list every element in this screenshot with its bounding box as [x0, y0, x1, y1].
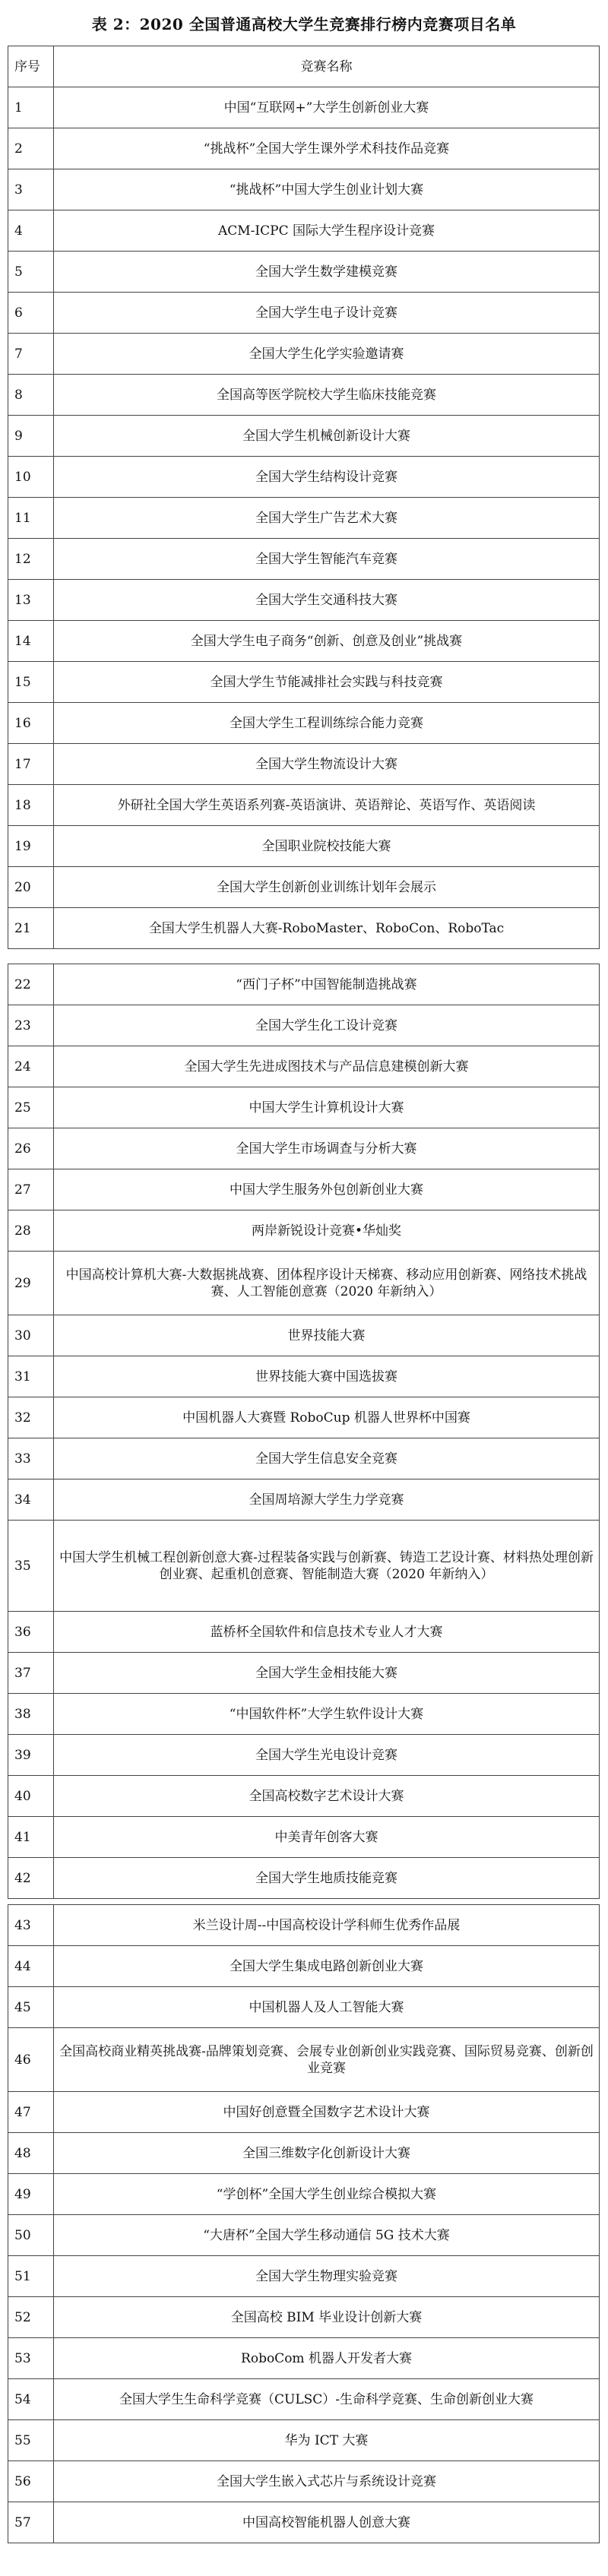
table-row	[8, 1905, 600, 1946]
table-row	[8, 2092, 600, 2133]
row-index: 16	[8, 703, 54, 744]
competition-name-cell	[54, 2256, 600, 2297]
competition-name-cell	[54, 128, 600, 169]
row-index: 26	[8, 1128, 54, 1169]
competition-name: 两岸新锐设计竞赛•华灿奖	[251, 1223, 402, 1239]
row-index: 52	[8, 2297, 54, 2338]
table-row	[8, 1521, 600, 1612]
row-index: 9	[8, 416, 54, 457]
row-index: 24	[8, 1046, 54, 1087]
competition-name: 中国机器人及人工智能大赛	[249, 1999, 404, 2015]
competition-name-cell	[54, 867, 600, 908]
row-index: 33	[8, 1438, 54, 1479]
competition-name-cell	[54, 457, 600, 498]
row-index: 25	[8, 1087, 54, 1128]
table-row	[8, 2297, 600, 2338]
row-index: 30	[8, 1315, 54, 1356]
competition-name: ACM-ICPC 国际大学生程序设计竞赛	[217, 223, 435, 239]
table-row	[8, 128, 600, 169]
competition-name-cell	[54, 1905, 600, 1946]
table-row	[8, 2502, 600, 2543]
competition-name-cell	[54, 293, 600, 334]
competition-name-cell	[54, 1776, 600, 1817]
competition-name-cell	[54, 87, 600, 128]
row-index: 19	[8, 826, 54, 867]
competition-name-cell	[54, 210, 600, 252]
row-index: 55	[8, 2420, 54, 2461]
competition-name-cell	[54, 1438, 600, 1479]
row-index: 14	[8, 621, 54, 662]
competition-name-cell	[54, 1612, 600, 1653]
competition-name: 全国大学生信息安全竞赛	[255, 1451, 397, 1467]
table-row	[8, 1087, 600, 1128]
table-header-row	[8, 46, 600, 87]
competition-name: 米兰设计周--中国高校设计学科师生优秀作品展	[192, 1917, 461, 1933]
competition-name-cell	[54, 1087, 600, 1128]
competition-name-cell	[54, 2338, 600, 2379]
table-row	[8, 1479, 600, 1521]
competition-name: 全国大学生化学实验邀请赛	[249, 346, 404, 362]
row-index: 42	[8, 1858, 54, 1899]
competition-name: 全国大学生化工设计竞赛	[255, 1017, 397, 1033]
competition-name: 全国大学生机器人大赛-RoboMaster、RoboCon、RoboTac	[148, 920, 505, 936]
table-row	[8, 703, 600, 744]
table-row	[8, 1356, 600, 1397]
competition-name: 全国大学生工程训练综合能力竞赛	[230, 715, 423, 731]
competition-name: 中美青年创客大赛	[274, 1829, 378, 1845]
table-caption: 表 2：2020 全国普通高校大学生竞赛排行榜内竞赛项目名单	[91, 14, 517, 33]
table-row	[8, 1397, 600, 1438]
table-row	[8, 1735, 600, 1776]
competition-name-cell	[54, 2461, 600, 2502]
table-row	[8, 375, 600, 416]
competition-name: 全国高校 BIM 毕业设计创新大赛	[230, 2309, 423, 2325]
table-row	[8, 210, 600, 252]
table-row	[8, 1612, 600, 1653]
row-index: 47	[8, 2092, 54, 2133]
table-row	[8, 539, 600, 580]
competition-name: 中国好创意暨全国数字艺术设计大赛	[223, 2104, 430, 2120]
table-row	[8, 1252, 600, 1315]
row-index: 31	[8, 1356, 54, 1397]
competition-name: 全国大学生生命科学竞赛（CULSC）-生命科学竞赛、生命创新创业大赛	[119, 2391, 534, 2407]
competition-name-cell	[54, 539, 600, 580]
header-index: 序号	[8, 46, 54, 87]
competition-name: 全国大学生广告艺术大赛	[255, 510, 397, 526]
competition-name: “挑战杯”全国大学生课外学术科技作品竞赛	[203, 141, 450, 157]
competition-name: 中国大学生服务外包创新创业大赛	[230, 1182, 423, 1198]
competition-name-cell	[54, 2092, 600, 2133]
competition-name: 全国高校商业精英挑战赛-品牌策划竞赛、会展专业创新创业实践竞赛、国际贸易竞赛、创新创业竞赛	[59, 2043, 594, 2076]
row-index: 40	[8, 1776, 54, 1817]
competition-name: “西门子杯”中国智能制造挑战赛	[236, 976, 417, 992]
row-index: 50	[8, 2215, 54, 2256]
competition-name: 全国大学生市场调查与分析大赛	[236, 1141, 417, 1157]
table-row	[8, 334, 600, 375]
row-index: 49	[8, 2174, 54, 2215]
competition-name-cell	[54, 1479, 600, 1521]
row-index: 10	[8, 457, 54, 498]
row-index: 28	[8, 1210, 54, 1252]
competition-name: 全国大学生集成电路创新创业大赛	[230, 1958, 423, 1974]
competition-name: 全国高校数字艺术设计大赛	[249, 1788, 404, 1804]
competition-name: “大唐杯”全国大学生移动通信 5G 技术大赛	[203, 2227, 450, 2243]
competition-name: 全国大学生结构设计竞赛	[255, 469, 397, 485]
competition-name-cell	[54, 703, 600, 744]
competition-name-cell	[54, 1987, 600, 2028]
table-row	[8, 621, 600, 662]
table-row	[8, 2028, 600, 2092]
competition-name-cell	[54, 621, 600, 662]
table-row	[8, 1946, 600, 1987]
table-row	[8, 2215, 600, 2256]
table-row	[8, 169, 600, 210]
table-row	[8, 662, 600, 703]
competition-name: 中国大学生机械工程创新创意大赛-过程装备实践与创新赛、铸造工艺设计赛、材料热处理创新创业赛、起重机创意赛、智能制造大赛（2020 年新纳入）	[59, 1549, 594, 1582]
header-name: 竞赛名称	[54, 46, 600, 87]
competition-table-part-1	[8, 46, 600, 949]
table-row	[8, 826, 600, 867]
competition-name: 全国周培源大学生力学竞赛	[249, 1492, 404, 1508]
table-row	[8, 2461, 600, 2502]
competition-name: “学创杯”全国大学生创业综合模拟大赛	[216, 2186, 437, 2202]
row-index: 17	[8, 744, 54, 785]
competition-name: 全国大学生光电设计竞赛	[255, 1747, 397, 1763]
competition-name-cell	[54, 1046, 600, 1087]
row-index: 48	[8, 2133, 54, 2174]
table-row	[8, 457, 600, 498]
table-row	[8, 1987, 600, 2028]
row-index: 38	[8, 1694, 54, 1735]
table-row	[8, 2420, 600, 2461]
competition-name-cell	[54, 2420, 600, 2461]
row-index: 7	[8, 334, 54, 375]
row-index: 11	[8, 498, 54, 539]
competition-name: 全国大学生交通科技大赛	[255, 592, 397, 608]
competition-name: 全国大学生智能汽车竞赛	[255, 551, 397, 567]
table-row	[8, 2256, 600, 2297]
competition-name-cell	[54, 1521, 600, 1612]
competition-name-cell	[54, 375, 600, 416]
row-index: 41	[8, 1817, 54, 1858]
row-index: 34	[8, 1479, 54, 1521]
competition-name-cell	[54, 1397, 600, 1438]
competition-name: 中国高校计算机大赛-大数据挑战赛、团体程序设计天梯赛、移动应用创新赛、网络技术挑战赛、人工智能创意赛（2020 年新纳入）	[65, 1267, 587, 1299]
competition-name-cell	[54, 1735, 600, 1776]
competition-name-cell	[54, 1005, 600, 1046]
table-row	[8, 2174, 600, 2215]
row-index: 44	[8, 1946, 54, 1987]
competition-name-cell	[54, 1210, 600, 1252]
row-index: 20	[8, 867, 54, 908]
row-index: 6	[8, 293, 54, 334]
table-row	[8, 580, 600, 621]
row-index: 27	[8, 1169, 54, 1210]
row-index: 3	[8, 169, 54, 210]
competition-name: 中国大学生计算机设计大赛	[249, 1100, 404, 1116]
row-index: 8	[8, 375, 54, 416]
competition-name: 外研社全国大学生英语系列赛-英语演讲、英语辩论、英语写作、英语阅读	[117, 797, 536, 813]
table-row	[8, 2133, 600, 2174]
competition-name-cell	[54, 169, 600, 210]
row-index: 37	[8, 1653, 54, 1694]
row-index: 56	[8, 2461, 54, 2502]
competition-name-cell	[54, 2502, 600, 2543]
competition-name: 全国大学生节能减排社会实践与科技竞赛	[210, 674, 443, 690]
table-row	[8, 785, 600, 826]
competition-table-part-3	[8, 1904, 600, 2543]
row-index: 13	[8, 580, 54, 621]
table-row	[8, 1210, 600, 1252]
competition-name-cell	[54, 2297, 600, 2338]
row-index: 15	[8, 662, 54, 703]
row-index: 29	[8, 1252, 54, 1315]
table-row	[8, 908, 600, 949]
competition-name-cell	[54, 1817, 600, 1858]
row-index: 18	[8, 785, 54, 826]
table-row	[8, 964, 600, 1005]
competition-name: 世界技能大赛中国选拔赛	[255, 1369, 397, 1385]
row-index: 36	[8, 1612, 54, 1653]
row-index: 43	[8, 1905, 54, 1946]
row-index: 12	[8, 539, 54, 580]
competition-name: 全国大学生物流设计大赛	[255, 756, 397, 772]
competition-name: 全国三维数字化创新设计大赛	[242, 2145, 410, 2161]
table-row	[8, 1858, 600, 1899]
competition-name: RoboCom 机器人开发者大赛	[241, 2350, 412, 2366]
table-row	[8, 1653, 600, 1694]
competition-name: 华为 ICT 大赛	[284, 2432, 369, 2448]
competition-name: 全国大学生嵌入式芯片与系统设计竞赛	[217, 2473, 436, 2489]
table-row	[8, 498, 600, 539]
competition-name-cell	[54, 1946, 600, 1987]
row-index: 51	[8, 2256, 54, 2297]
competition-name: 中国机器人大赛暨 RoboCup 机器人世界杯中国赛	[182, 1410, 470, 1426]
competition-name-cell	[54, 826, 600, 867]
table-row	[8, 1005, 600, 1046]
table-row	[8, 1776, 600, 1817]
competition-name-cell	[54, 1694, 600, 1735]
competition-name: “中国软件杯”大学生软件设计大赛	[229, 1706, 424, 1722]
competition-name: 全国大学生先进成图技术与产品信息建模创新大赛	[184, 1059, 469, 1074]
competition-name-cell	[54, 1252, 600, 1315]
row-index: 4	[8, 210, 54, 252]
competition-name: 中国高校智能机器人创意大赛	[242, 2514, 410, 2530]
competition-name-cell	[54, 662, 600, 703]
table-row	[8, 1128, 600, 1169]
table-row	[8, 867, 600, 908]
row-index: 21	[8, 908, 54, 949]
row-index: 2	[8, 128, 54, 169]
row-index: 45	[8, 1987, 54, 2028]
competition-name-cell	[54, 908, 600, 949]
row-index: 39	[8, 1735, 54, 1776]
competition-name: 世界技能大赛	[287, 1328, 366, 1343]
competition-name-cell	[54, 252, 600, 293]
table-row	[8, 293, 600, 334]
row-index: 46	[8, 2028, 54, 2092]
competition-name: 全国大学生创新创业训练计划年会展示	[217, 879, 436, 895]
table-row	[8, 87, 600, 128]
competition-name-cell	[54, 1169, 600, 1210]
competition-name: 全国大学生物理实验竞赛	[255, 2268, 397, 2284]
row-index: 22	[8, 964, 54, 1005]
competition-name-cell	[54, 1858, 600, 1899]
competition-name-cell	[54, 580, 600, 621]
table-row	[8, 1694, 600, 1735]
competition-table-part-2	[8, 964, 600, 1899]
competition-name: 全国职业院校技能大赛	[261, 838, 391, 854]
table-row	[8, 1315, 600, 1356]
competition-name: 全国大学生电子设计竞赛	[255, 305, 397, 321]
competition-name-cell	[54, 2215, 600, 2256]
table-row	[8, 2338, 600, 2379]
competition-name-cell	[54, 1128, 600, 1169]
competition-name-cell	[54, 2379, 600, 2420]
row-index: 32	[8, 1397, 54, 1438]
table-row	[8, 744, 600, 785]
competition-name: 全国大学生金相技能大赛	[255, 1665, 397, 1681]
row-index: 23	[8, 1005, 54, 1046]
competition-name-cell	[54, 498, 600, 539]
competition-name: 中国“互联网+”大学生创新创业大赛	[223, 100, 429, 116]
competition-name-cell	[54, 1653, 600, 1694]
table-row	[8, 1438, 600, 1479]
competition-name: 全国大学生机械创新设计大赛	[242, 428, 410, 444]
table-row	[8, 2379, 600, 2420]
row-index: 57	[8, 2502, 54, 2543]
competition-name-cell	[54, 416, 600, 457]
competition-name-cell	[54, 2028, 600, 2092]
row-index: 54	[8, 2379, 54, 2420]
competition-name-cell	[54, 1356, 600, 1397]
competition-name-cell	[54, 334, 600, 375]
row-index: 35	[8, 1521, 54, 1612]
competition-name-cell	[54, 744, 600, 785]
competition-name-cell	[54, 2133, 600, 2174]
table-row	[8, 416, 600, 457]
competition-name: 蓝桥杯全国软件和信息技术专业人才大赛	[210, 1624, 443, 1640]
table-row	[8, 252, 600, 293]
competition-name-cell	[54, 964, 600, 1005]
competition-name: 全国高等医学院校大学生临床技能竞赛	[217, 387, 436, 403]
table-row	[8, 1169, 600, 1210]
competition-name: 全国大学生地质技能竞赛	[255, 1870, 397, 1886]
competition-name-cell	[54, 1315, 600, 1356]
row-index: 53	[8, 2338, 54, 2379]
row-index: 5	[8, 252, 54, 293]
table-row	[8, 1046, 600, 1087]
competition-name-cell	[54, 2174, 600, 2215]
competition-name: “挑战杯”中国大学生创业计划大赛	[229, 182, 424, 198]
row-index: 1	[8, 87, 54, 128]
table-row	[8, 1817, 600, 1858]
competition-name: 全国大学生数学建模竞赛	[255, 264, 397, 280]
competition-name: 全国大学生电子商务“创新、创意及创业”挑战赛	[190, 633, 463, 649]
competition-name-cell	[54, 785, 600, 826]
